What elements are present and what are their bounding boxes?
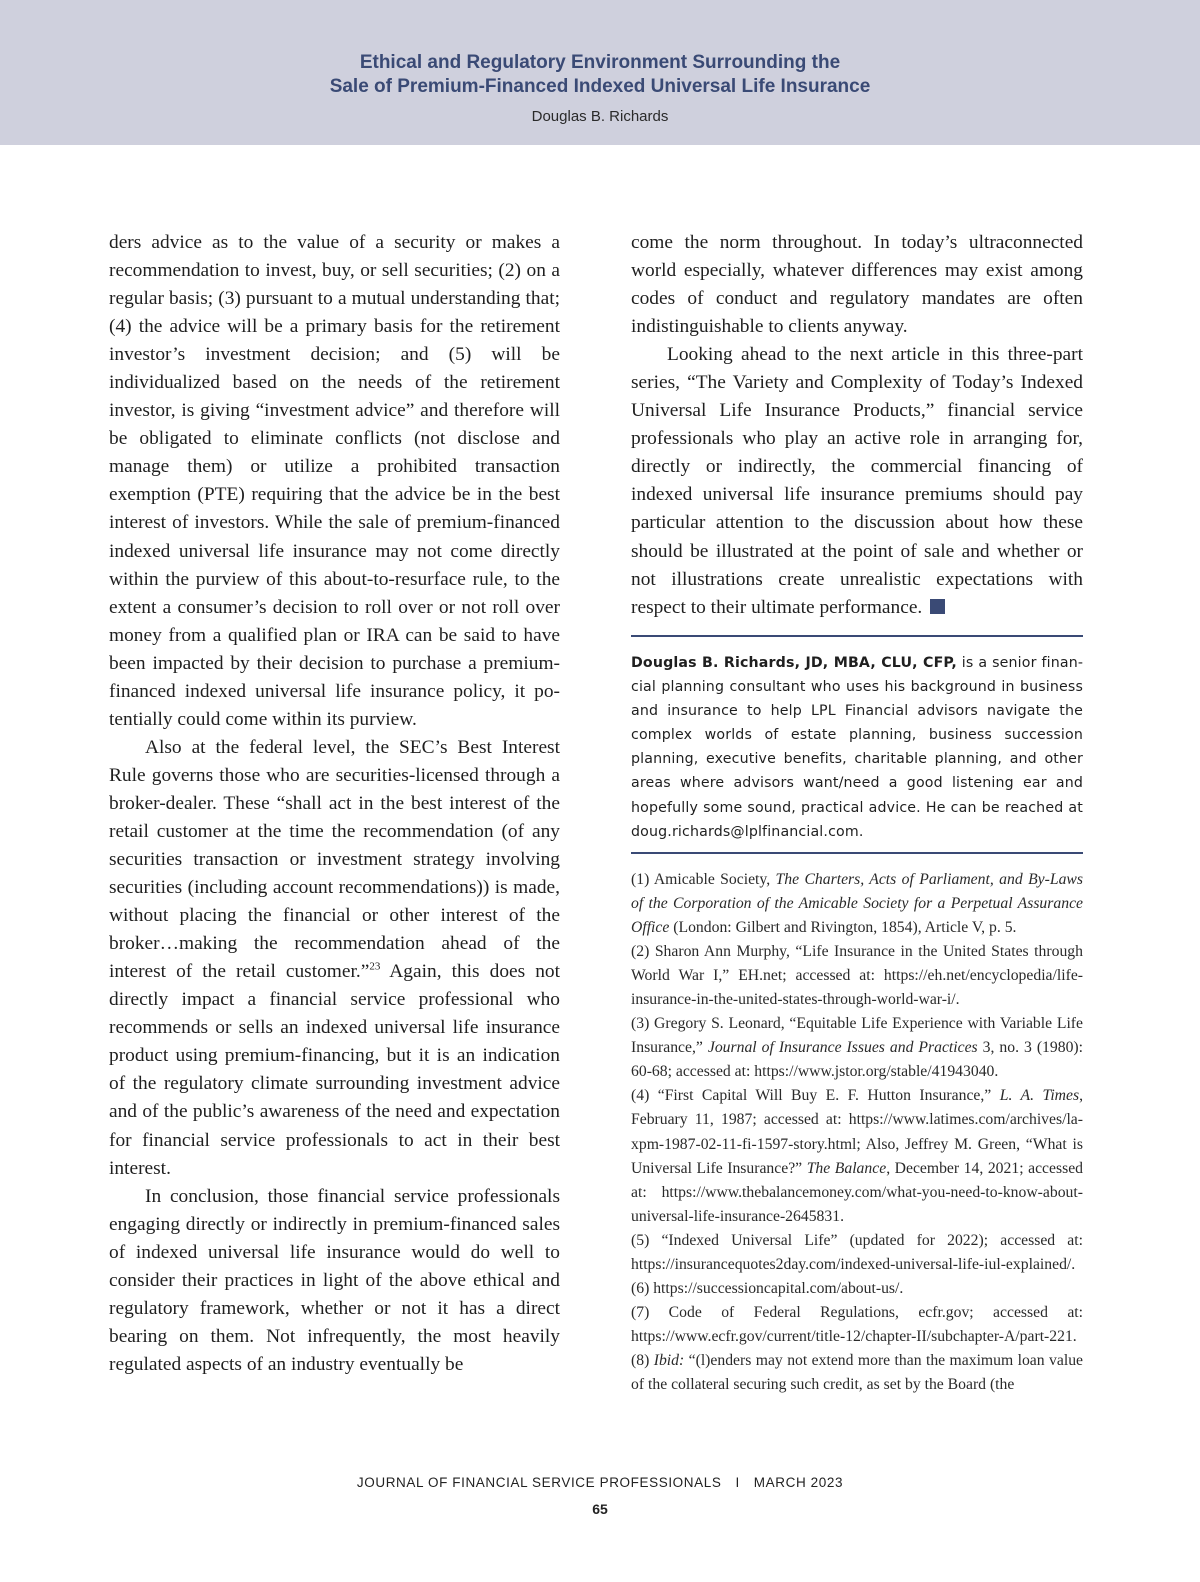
right-paragraph-2 [631, 341, 1083, 621]
note-text: (4) “First Capital Will Buy E. F. Hutton Insurance,” [631, 1087, 1000, 1105]
note-text: (3) Gregory S. Leonard, “Equitable Life Experience with Variable Life Insurance,” [631, 1015, 1083, 1057]
note-title: L. A. Times [999, 1087, 1080, 1105]
note-text: (London: Gilbert and Rivington, 1854), Article V, p. 5. [669, 919, 1017, 937]
left-paragraph-1: ders advice as to the value of a security or makes a recommendation to invest, buy, or sell securities; (2) on a regular basis; (3) pursuant to a mutual understanding that; (4) the advice will be a primary basis for the retirement investor’s investment decision; and (5) will be individualized based on the needs of the retirement investor, is giving “investment advice” and therefore will be obligated to eliminate conflicts (not disclose and manage them) or utilize a prohibited transaction exemption (PTE) requiring that the advice be in the best interest of investors. While the sale of premium-financed indexed universal life insurance may not come directly within the purview of this about-to-resurface rule, to the extent a consumer’s decision to roll over or not roll over money from a qualified plan or IRA can be said to have been impacted by their decision to purchase a premium-financed indexed universal life insurance policy, it potentially could come within its purview. [109, 232, 560, 730]
bio-top-divider [631, 635, 1083, 637]
bio-author-name: Douglas B. Richards, JD, MBA, CLU, CFP, [631, 655, 957, 671]
paragraph-text: Looking ahead to the next article in this three-part series, “The Variety and Complexity of Today’s Indexed Universal Life Insurance Products,” financial service professionals who play an active role in arranging for, directly or indirectly, the commercial financing of indexed universal life insurance premiums should pay particular attention to the discussion about how these should be illustrated at the point of sale and whether or not illustrations create unrealistic expectations with respect to their ultimate performance. [631, 344, 1083, 618]
endnote-6: (6) https://successioncapital.com/about-us/. [631, 1279, 904, 1297]
note-text: (8) [631, 1351, 654, 1369]
right-column [631, 229, 1083, 622]
note-text: 3, no. 3 (1980): 60-68; accessed at: https://www.jstor.org/stable/41943040. [631, 1039, 1084, 1081]
left-paragraph-2 [109, 734, 560, 1183]
notes-top-divider [631, 852, 1083, 854]
note-title: Ibid: [653, 1351, 685, 1369]
page-footer [0, 1475, 1200, 1490]
endnote-2: (2) Sharon Ann Murphy, “Life Insurance in the United States through World War I,” EH.net; accessed at: https://eh.net/encyclopedia/life-insurance-in-the-united-states-through-world-war-i/. [631, 943, 1083, 1009]
endnotes [631, 868, 1083, 1397]
title-line-2: Sale of Premium-Financed Indexed Universal Life Insurance [329, 76, 871, 97]
note-title: The Balance [806, 1159, 887, 1177]
end-of-article-square-icon [930, 599, 945, 614]
endnote-7: (7) Code of Federal Regulations, ecfr.gov; accessed at: https://www.ecfr.gov/current/title-12/chapter-II/subchapter-A/part-221. [631, 1303, 1083, 1345]
paragraph-text: Also at the federal level, the SEC’s Best Interest Rule governs those who are securities-licensed through a broker-dealer. These “shall act in the best interest of the retail customer at the time the recommendation (of any securities transaction or investment strategy involving securities (including account recommendations)) is made, without placing the financial or other interest of the broker…making the recommendation ahead of the interest of the retail customer.” [109, 736, 560, 983]
right-paragraph-1: come the norm throughout. In today’s ultraconnected world especially, whatever differences may exist among codes of conduct and regulatory mandates are often indistinguishable to clients anyway. [631, 232, 1083, 338]
left-column [109, 229, 560, 1379]
note-title: Journal of Insurance Issues and Practices [707, 1039, 978, 1057]
paragraph-text: Again, this does not directly impact a financial service professional who recommends or sells an indexed universal life insurance product using premium-financing, but it is an indication of the regulatory climate surrounding investment advice and of the public’s awareness of the need and expectation for financial service professionals to act in their best interest. [109, 961, 560, 1179]
endnote-1 [631, 868, 1083, 940]
footer-separator: I [735, 1475, 740, 1490]
bio-text: is a senior financial planning consultant who uses his background in business and insurance to help LPL Financial advisors navigate the complex worlds of estate planning, business succession planning, executive benefits, charitable planning, and other areas where advisors want/need a good listening ear and hopefully some sound, practical advice. He can be reached at doug.richards@lplfinancial.com. [631, 655, 1083, 840]
article-author: Douglas B. Richards [531, 108, 669, 125]
note-title: The Charters, Acts of Parliament, and By-Laws of the Corporation of the Amicable Society for a Perpetual Assurance Office [631, 871, 1083, 937]
journal-name: JOURNAL OF FINANCIAL SERVICE PROFESSIONALS [356, 1475, 722, 1490]
endnote-3 [631, 1012, 1083, 1084]
note-text: , February 11, 1987; accessed at: https://www.latimes.com/archives/la-xpm-1987-02-11-fi-1597-story.html; Also, Jeffrey M. Green, “What is Universal Life Insurance?” [631, 1087, 1083, 1177]
title-line-1: Ethical and Regulatory Environment Surrounding the [359, 52, 841, 73]
footnote-ref-23[interactable]: 23 [369, 960, 381, 973]
author-bio [631, 651, 1083, 844]
note-text: , December 14, 2021; accessed at: https://www.thebalancemoney.com/what-you-need-to-know-about-universal-life-insurance-2645831. [631, 1159, 1083, 1225]
note-text: (1) Amicable Society, [631, 871, 776, 888]
issue-date: MARCH 2023 [753, 1475, 844, 1490]
page-number: 65 [592, 1501, 608, 1517]
article-title [0, 51, 1200, 99]
left-paragraph-3: In conclusion, those financial service professionals engaging directly or indirectly in premium-financed sales of indexed universal life insurance would do well to consider their practices in light of the above ethical and regulatory framework, whether or not it has a direct bearing on them. Not infrequently, the most heavily regulated aspects of an industry eventually be [109, 1185, 560, 1375]
header-band [0, 0, 1200, 145]
endnote-4 [631, 1084, 1083, 1228]
note-text: “(l)enders may not extend more than the maximum loan value of the collateral securing such credit, as set by the Board (the [631, 1351, 1083, 1393]
endnote-8 [631, 1349, 1083, 1397]
endnote-5: (5) “Indexed Universal Life” (updated for 2022); accessed at: https://insurancequotes2day.com/indexed-universal-life-iul-explained/. [631, 1231, 1083, 1273]
